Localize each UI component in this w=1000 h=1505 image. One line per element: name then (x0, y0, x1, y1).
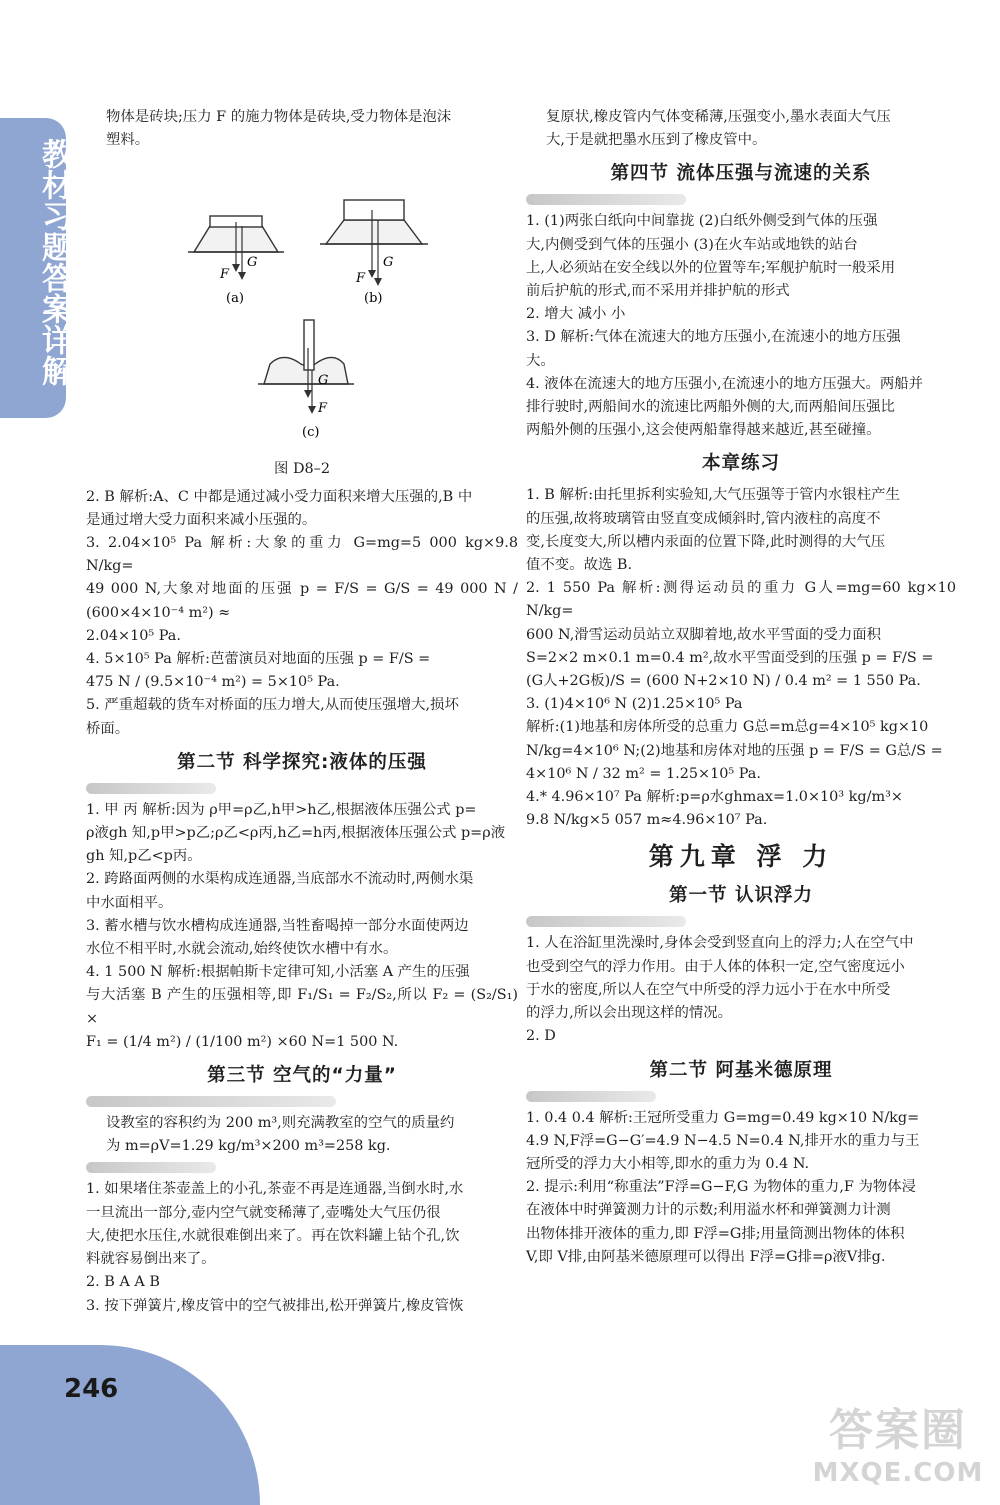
s2-item-4: 4. 1 500 N 解析:根据帕斯卡定律可知,小活塞 A 产生的压强 与大活塞 B 产生的压强相等,即 F₁/S₁ = F₂/S₂,所以 F₂ = (S₂/S₁) × F₁ = (1/4 m²) / (1/100 m²) ×60 N=1 500 N. (86, 964, 518, 1050)
s4-item-4: 4. 液体在流速大的地方压强小,在流速小的地方压强大。两船并 排行驶时,两船间水的流速比两船外侧的大,而两船间压强比 两船外侧的压强小,这会使两船靠得越来越近,甚至碰撞。 (526, 375, 924, 439)
section-2-title: 第二节 科学探究:液体的压强 (177, 751, 427, 773)
s1-item-2: 2. B 解析:A、C 中都是通过减小受力面积来增大压强的,B 中 是通过增大受力面积来减小压强的。 (86, 488, 473, 528)
brick-c (304, 320, 314, 370)
s3-item-1: 1. 如果堵住茶壶盖上的小孔,茶壶不再是连通器,当倒水时,水 一旦流出一部分,壶内空气就变稀薄了,壶嘴处大气压仍很 大,使把水压住,水就很难倒出来了。再在饮料罐上钻个孔,饮 料就容易倒出来了。 (86, 1181, 464, 1268)
s4-item-3: 3. D 解析:气体在流速大的地方压强小,在流速小的地方压强 大。 (526, 329, 901, 369)
review-item-2: 2. 1 550 Pa 解析:测得运动员的重力 G人=mg=60 kg×10 N/kg= 600 N,滑雪运动员站立双脚着地,故水平雪面的受力面积 S=2×2 m×0.1 m=0.4 m²,故水平雪面受到的压强 p = F/S = (G人+2G板)/S = (600 N+2×10 N) / 0.4 m² = 1 550 Pa. (526, 580, 956, 690)
watermark-line1: 答案圈 (829, 1405, 967, 1456)
subsection-tag (526, 194, 686, 205)
s3-item-2: 2. B A A B (86, 1274, 160, 1291)
arrowhead-F-b (374, 278, 382, 286)
s1-item-3: 3. 2.04×10⁵ Pa 解析:大象的重力 G=mg=5 000 kg×9.8 N/kg= 49 000 N,大象对地面的压强 p = F/S = G/S = 49 000 N / (600×4×10⁻⁴ m²) ≈ 2.04×10⁵ Pa. (86, 535, 518, 644)
arrowhead-F-c (308, 406, 316, 414)
review-item-4: 4.* 4.96×10⁷ Pa 解析:p=ρ水ghmax=1.0×10³ kg/m³× 9.8 N/kg×5 057 m≈4.96×10⁷ Pa. (526, 789, 903, 829)
figure-d8-2 (86, 152, 518, 452)
review-item-3: 3. (1)4×10⁶ N (2)1.25×10⁵ Pa 解析:(1)地基和房体所受的总重力 G总=m总g=4×10⁵ kg×10 N/kg=4×10⁶ N;(2)地基和房体对地的压强 p = F/S = G总/S = 4×10⁶ N / 32 m² = 1.25×10⁵ Pa. (526, 696, 943, 782)
subsection-tag (86, 1162, 216, 1173)
watermark-line2: MXQE.COM (812, 1458, 984, 1488)
s2-item-1: 1. 甲 丙 解析:因为 ρ甲=ρ乙,h甲>h乙,根据液体压强公式 p= ρ液gh 知,p甲>p乙;ρ乙<ρ丙,h乙=h丙,根据液体压强公式 p=ρ液 gh 知,p乙<p丙。 (86, 801, 506, 865)
ch9-s2-item-1: 1. 0.4 0.4 解析:王冠所受重力 G=mg=0.49 kg×10 N/kg= 4.9 N,F浮=G−G′=4.9 N−4.5 N=0.4 N,排开水的重力与王 冠所受的浮力大小相等,即水的重力为 0.4 N. (526, 1109, 920, 1172)
section-3-title: 第三节 空气的“力量” (207, 1065, 397, 1087)
s3-paragraph: 设教室的容积约为 200 m³,则充满教室的空气的质量约 为 m=ρV=1.29 kg/m³×200 m³=258 kg. (106, 1115, 455, 1155)
arrowhead-G-c (304, 390, 312, 398)
s4-item-1: 1. (1)两张白纸向中间靠拢 (2)白纸外侧受到气体的压强 大,内侧受到气体的压强小 (3)在火车站或地铁的站台 上,人必须站在安全线以外的位置等车;军舰护航时一般采用 前后护航的形式,而不采用并排护航的形式 (526, 213, 896, 300)
arrowhead-F-a (238, 272, 246, 280)
label-G-b: G (383, 255, 394, 271)
foam-base-b (326, 220, 422, 244)
label-F-c: F (318, 401, 328, 417)
ch9-s1-item-1: 1. 人在浴缸里洗澡时,身体会受到竖直向上的浮力;人在空气中 也受到空气的浮力作用。由于人体的体积一定,空气密度远小 于水的密度,所以人在空气中所受的浮力远小于在水中所受 的浮力,所以会出现这样的情况。 (526, 935, 914, 1022)
panel-label-a: (a) (226, 291, 244, 307)
s4-item-2: 2. 增大 减小 小 (526, 306, 626, 323)
arrowhead-G-a (232, 264, 240, 272)
chapter-review-title: 本章练习 (701, 453, 780, 475)
page-number: 246 (64, 1374, 119, 1404)
panel-label-b: (b) (364, 291, 383, 307)
continued-text: 复原状,橡皮管内气体变稀薄,压强变小,墨水表面大气压 大,于是就把墨水压到了橡皮管中。 (546, 109, 891, 149)
page-corner-decoration (0, 1345, 260, 1505)
ch9-s1-item-2: 2. D (526, 1028, 556, 1045)
s2-item-3: 3. 蓄水槽与饮水槽构成连通器,当牲畜喝掉一部分水面使两边 水位不相平时,水就会流动,始终使饮水槽中有水。 (86, 917, 469, 958)
ch9-section-2-title: 第二节 阿基米德原理 (649, 1059, 833, 1081)
s1-item-5: 5. 严重超载的货车对桥面的压力增大,从而使压强增大,损坏 桥面。 (86, 697, 459, 737)
figure-drawing (86, 152, 518, 452)
subsection-tag (526, 916, 686, 927)
intro-text: 物体是砖块;压力 F 的施力物体是砖块,受力物体是泡沫 塑料。 (106, 109, 452, 149)
subsection-tag (526, 1091, 656, 1102)
arrowhead-G-b (368, 270, 376, 278)
chapter-9-title: 第九章 浮 力 (648, 842, 834, 872)
brick-b (344, 200, 404, 220)
label-F-b: F (356, 271, 366, 287)
label-F-a: F (220, 267, 230, 283)
left-column (86, 106, 518, 1318)
subsection-tag (86, 783, 216, 794)
s1-item-4: 4. 5×10⁵ Pa 解析:芭蕾演员对地面的压强 p = F/S = 475 N / (9.5×10⁻⁴ m²) = 5×10⁵ Pa. (86, 651, 431, 691)
figure-caption: 图 D8–2 (273, 461, 330, 478)
s2-item-2: 2. 跨路面两侧的水渠构成连通器,当底部水不流动时,两侧水渠 中水面相平。 (86, 871, 474, 911)
side-title: 教材习题答案详解 (36, 138, 72, 386)
ch9-s2-item-2: 2. 提示:利用“称重法”F浮=G−F,G 为物体的重力,F 为物体浸 在液体中时弹簧测力计的示数;利用溢水杯和弹簧测力计测 出物体排开液体的重力,即 F浮=G排;用量筒测出物体的体积 V,即 V排,由阿基米德原理可以得出 F浮=G排=ρ液V排g. (526, 1179, 917, 1265)
right-column (526, 106, 956, 1269)
panel-label-c: (c) (302, 425, 320, 441)
label-G-c: G (318, 373, 329, 389)
label-G-a: G (247, 255, 258, 271)
review-item-1: 1. B 解析:由托里拆利实验知,大气压强等于管内水银柱产生 的压强,故将玻璃管由竖直变成倾斜时,管内液柱的高度不 变,长度变大,所以槽内汞面的位置下降,此时测得的大气压 值不变。故选 B. (526, 487, 900, 574)
ch9-section-1-title: 第一节 认识浮力 (669, 885, 813, 907)
s3-item-3: 3. 按下弹簧片,橡皮管中的空气被排出,松开弹簧片,橡皮管恢 (86, 1297, 464, 1314)
subsection-tag (86, 1096, 336, 1107)
watermark (808, 1394, 988, 1488)
section-4-title: 第四节 流体压强与流速的关系 (610, 163, 872, 185)
